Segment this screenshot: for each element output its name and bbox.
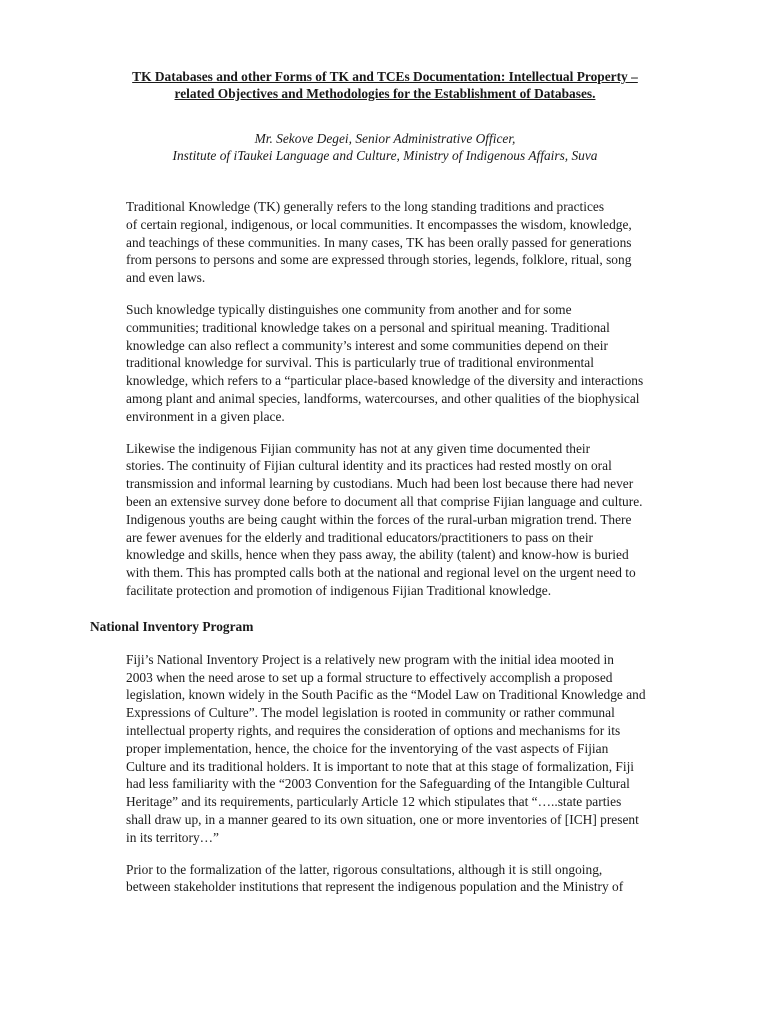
- paragraph: [90, 861, 680, 897]
- paragraph-line: Traditional Knowledge (TK) generally refers to the long standing traditions and practices: [126, 199, 605, 214]
- author-block: [90, 130, 680, 164]
- paragraph-line: environment in a given place.: [126, 408, 285, 424]
- paragraph-line: are fewer avenues for the elderly and traditional educators/practitioners to pass on their: [126, 529, 593, 545]
- paragraph-line: traditional knowledge for survival. This is particularly true of traditional environmental: [126, 355, 594, 371]
- paragraph-line: communities; traditional knowledge takes on a personal and spiritual meaning. Traditional: [126, 319, 610, 335]
- paragraph-line: Prior to the formalization of the latter, rigorous consultations, although it is still ongoing,: [126, 861, 603, 877]
- paragraph-line: knowledge can also reflect a community’s interest and some communities depend on their: [126, 337, 608, 353]
- paragraph-line: been an extensive survey done before to document all that comprise Fijian language and culture.: [126, 493, 643, 509]
- paragraph-line: and teachings of these communities. In many cases, TK has been orally passed for generations: [126, 234, 632, 250]
- paragraph-line: knowledge and skills, hence when they pass away, the ability (talent) and know-how is buried: [126, 547, 629, 563]
- paragraph: [90, 301, 680, 426]
- paragraph-line: with them. This has prompted calls both at the national and regional level on the urgent need to: [126, 565, 636, 581]
- paragraph-line: 2003 when the need arose to set up a formal structure to effectively accomplish a proposed: [126, 669, 613, 685]
- paragraph-line: knowledge, which refers to a “particular place-based knowledge of the diversity and interactions: [126, 373, 644, 389]
- paragraph: [90, 651, 680, 847]
- paragraph-line: Heritage” and its requirements, particularly Article 12 which stipulates that “…..state parties: [126, 794, 622, 810]
- paragraph-line: transmission and informal learning by custodians. Much had been lost because there had never: [126, 476, 634, 492]
- paragraph-line: Culture and its traditional holders. It is important to note that at this stage of formalization, Fiji: [126, 758, 635, 774]
- paragraph-line: and even laws.: [126, 270, 206, 286]
- paragraph-line: Such knowledge typically distinguishes one community from another and for some: [126, 301, 572, 317]
- paragraph-line: Fiji’s National Inventory Project is a relatively new program with the initial idea mooted in: [126, 651, 614, 667]
- paragraph-line: among plant and animal species, landforms, watercourses, and other qualities of the biophysical: [126, 390, 640, 406]
- author-affiliation-line: Institute of iTaukei Language and Culture, Ministry of Indigenous Affairs, Suva: [172, 148, 598, 163]
- paragraph-line: shall draw up, in a manner geared to its own situation, one or more inventories of [ICH] present: [126, 811, 639, 827]
- paragraph: [90, 440, 680, 600]
- paragraph-line: legislation, known widely in the South Pacific as the “Model Law on Traditional Knowledge and: [126, 687, 646, 703]
- paragraph-line: proper implementation, hence, the choice for the inventorying of the vast aspects of Fijian: [126, 740, 609, 756]
- title-line: TK Databases and other Forms of TK and TCEs Documentation: Intellectual Property –: [132, 69, 638, 84]
- document-title: [90, 68, 680, 102]
- paragraph-line: in its territory…”: [126, 829, 219, 845]
- paragraph-line: Indigenous youths are being caught within the forces of the rural-urban migration trend. There: [126, 511, 632, 527]
- paragraph-line: had less familiarity with the “2003 Convention for the Safeguarding of the Intangible Cultural: [126, 776, 630, 792]
- author-name-line: Mr. Sekove Degei, Senior Administrative Officer,: [254, 131, 516, 146]
- section-paragraphs: [90, 651, 680, 896]
- paragraph-line: of certain regional, indigenous, or local communities. It encompasses the wisdom, knowledge,: [126, 216, 632, 232]
- paragraph-line: stories. The continuity of Fijian cultural identity and its practices had rested mostly on oral: [126, 458, 612, 474]
- paragraph-line: between stakeholder institutions that represent the indigenous population and the Ministry of: [126, 879, 624, 895]
- body-paragraphs: [90, 198, 680, 600]
- section-heading: National Inventory Program: [90, 618, 254, 634]
- document-page: [90, 68, 680, 910]
- paragraph-line: facilitate protection and promotion of indigenous Fijian Traditional knowledge.: [126, 582, 552, 598]
- paragraph-line: intellectual property rights, and requires the consideration of options and mechanisms for its: [126, 722, 621, 738]
- paragraph-line: from persons to persons and some are expressed through stories, legends, folklore, ritual, song: [126, 252, 632, 268]
- paragraph-line: Expressions of Culture”. The model legislation is rooted in community or rather communal: [126, 705, 615, 721]
- title-line: related Objectives and Methodologies for the Establishment of Databases.: [174, 86, 596, 101]
- paragraph: [90, 198, 680, 287]
- paragraph-line: Likewise the indigenous Fijian community has not at any given time documented their: [126, 440, 591, 456]
